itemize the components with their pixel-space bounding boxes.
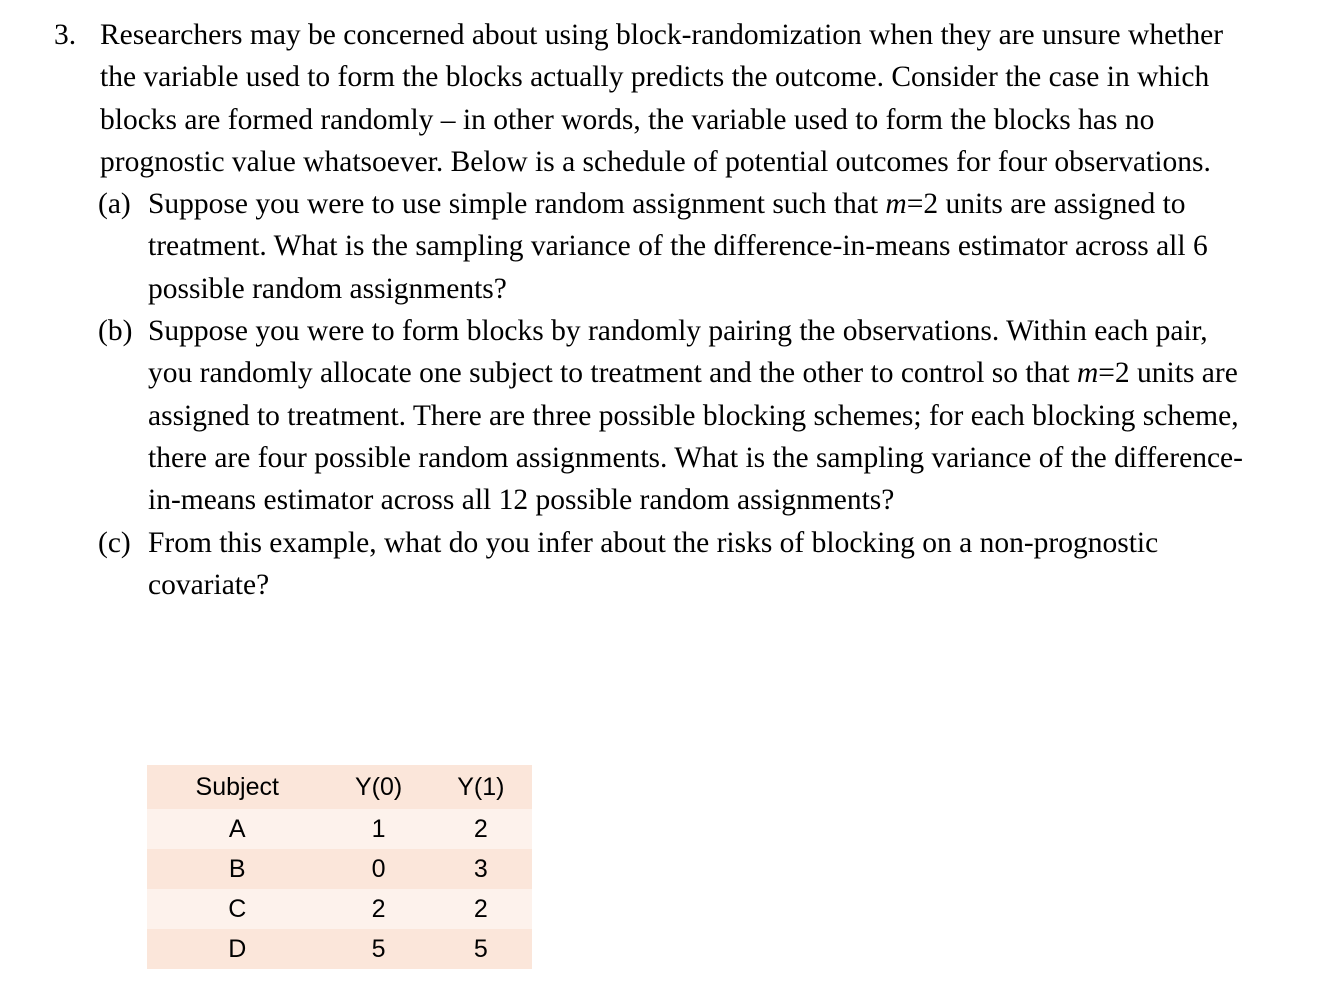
problem-3 xyxy=(0,14,1332,606)
part-a-text-pre: Suppose you were to use simple random assignment such that xyxy=(148,188,886,221)
potential-outcomes-table xyxy=(147,765,532,964)
part-a-text-post: =2 units are assigned to treatment. What is the sampling variance of the difference-in-means estimator across all 6 possible random assignments? xyxy=(148,188,1208,305)
part-b-var: m xyxy=(1076,357,1099,390)
outcomes-table xyxy=(147,765,532,969)
problem-intro-text: Researchers may be concerned about using block-randomization when they are unsure whether the variable used to form the blocks actually predicts the outcome. Consider the case in which blocks are formed randomly – in other words, the variable used to form the blocks has no prognostic value whatsoever. Below is a schedule of potential outcomes for four observations. xyxy=(100,19,1224,178)
header-y0: Y(0) xyxy=(355,772,403,801)
part-b-letter: (b) xyxy=(98,315,133,348)
part-b-text-pre: Suppose you were to form blocks by randomly pairing the observations. Within each pair, you randomly allocate one subject to treatment and the other to control so that xyxy=(148,315,1208,390)
cell-y0: 0 xyxy=(371,854,386,883)
header-subject: Subject xyxy=(195,772,279,801)
part-c xyxy=(0,522,1248,607)
cell-y1: 2 xyxy=(473,814,488,843)
cell-subject: A xyxy=(228,814,246,843)
cell-y0: 5 xyxy=(371,934,386,963)
cell-y0: 2 xyxy=(371,894,386,923)
part-a xyxy=(0,183,1248,310)
problem-number: 3. xyxy=(54,19,77,51)
cell-subject: D xyxy=(228,934,247,963)
table-row xyxy=(147,929,532,969)
cell-y1: 2 xyxy=(473,894,488,923)
cell-y1: 3 xyxy=(473,854,488,883)
part-c-letter: (c) xyxy=(98,526,131,559)
table-row xyxy=(147,809,532,849)
problem-intro xyxy=(0,14,1250,183)
cell-y0: 1 xyxy=(371,814,386,843)
part-b xyxy=(0,310,1248,521)
part-b-text-post: =2 units are assigned to treatment. There are three possible blocking schemes; for each blocking scheme, there are four possible random assignments. What is the sampling variance of the difference-in-means estimator across all 12 possible random assignments? xyxy=(148,357,1243,517)
cell-subject: C xyxy=(228,894,247,923)
table-row xyxy=(147,889,532,929)
cell-y1: 5 xyxy=(473,934,488,963)
part-a-letter: (a) xyxy=(98,188,131,221)
header-y1: Y(1) xyxy=(457,772,505,801)
table-row xyxy=(147,849,532,889)
part-a-var: m xyxy=(885,188,907,221)
table-header-row xyxy=(147,765,532,809)
cell-subject: B xyxy=(228,854,246,883)
part-c-text: From this example, what do you infer about the risks of blocking on a non-prognostic covariate? xyxy=(148,526,1159,601)
